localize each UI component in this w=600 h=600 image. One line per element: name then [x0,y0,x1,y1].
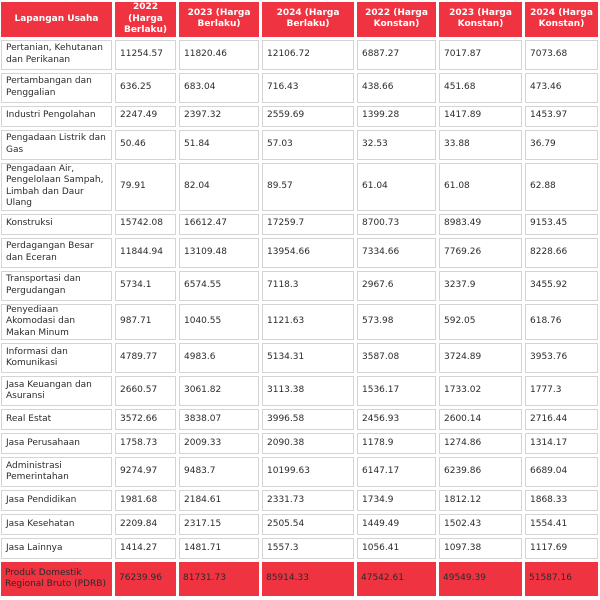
table-row [1,304,598,341]
table-row [1,343,598,373]
sector-cell: Jasa Perusahaan [1,433,112,454]
sector-cell: Penyediaan Akomodasi dan Makan Minum [1,304,112,341]
value-cell: 2967.6 [357,271,436,301]
value-cell: 32.53 [357,130,436,160]
value-cell: 13109.48 [179,238,259,268]
value-cell: 2600.14 [439,409,522,430]
sector-cell: Administrasi Pemerintahan [1,457,112,487]
value-cell: 11844.94 [115,238,176,268]
sector-cell: Jasa Pendidikan [1,490,112,511]
value-cell: 79.91 [115,163,176,211]
table-row [1,130,598,160]
value-cell: 1557.3 [262,538,354,559]
sector-cell: Konstruksi [1,214,112,235]
value-cell: 1812.12 [439,490,522,511]
value-cell: 3455.92 [525,271,598,301]
value-cell: 3061.82 [179,376,259,406]
value-cell: 1414.27 [115,538,176,559]
sector-cell: Transportasi dan Pergudangan [1,271,112,301]
value-cell: 618.76 [525,304,598,341]
sector-cell: Pertambangan dan Penggalian [1,73,112,103]
value-cell: 3953.76 [525,343,598,373]
value-cell: 1734.9 [357,490,436,511]
value-cell: 3724.89 [439,343,522,373]
value-cell: 6887.27 [357,40,436,70]
value-cell: 15742.08 [115,214,176,235]
column-header-6: 2024 (Harga Konstan) [525,2,598,37]
sector-cell: Pengadaan Listrik dan Gas [1,130,112,160]
value-cell: 1868.33 [525,490,598,511]
value-cell: 1040.55 [179,304,259,341]
value-cell: 6574.55 [179,271,259,301]
table-row [1,40,598,70]
value-cell: 3996.58 [262,409,354,430]
column-header-sector: Lapangan Usaha [1,2,112,37]
value-cell: 473.46 [525,73,598,103]
value-cell: 6147.17 [357,457,436,487]
value-cell: 1121.63 [262,304,354,341]
value-cell: 17259.7 [262,214,354,235]
value-cell: 36.79 [525,130,598,160]
value-cell: 1056.41 [357,538,436,559]
value-cell: 3237.9 [439,271,522,301]
total-label-cell: Produk Domestik Regional Bruto (PDRB) [1,562,112,596]
value-cell: 2505.54 [262,514,354,535]
table-row [1,538,598,559]
value-cell: 2660.57 [115,376,176,406]
value-cell: 2184.61 [179,490,259,511]
column-header-1: 2022 (Harga Berlaku) [115,2,176,37]
sector-cell: Pengadaan Air, Pengelolaan Sampah, Limbah dan Daur Ulang [1,163,112,211]
value-cell: 57.03 [262,130,354,160]
value-cell: 1554.41 [525,514,598,535]
header-row [1,2,598,37]
value-cell: 61.08 [439,163,522,211]
sector-cell: Real Estat [1,409,112,430]
sector-cell: Industri Pengolahan [1,106,112,127]
value-cell: 3572.66 [115,409,176,430]
value-cell: 683.04 [179,73,259,103]
value-cell: 2090.38 [262,433,354,454]
value-cell: 592.05 [439,304,522,341]
value-cell: 4983.6 [179,343,259,373]
table-row [1,490,598,511]
value-cell: 82.04 [179,163,259,211]
sector-cell: Pertanian, Kehutanan dan Perikanan [1,40,112,70]
total-value-cell: 85914.33 [262,562,354,596]
value-cell: 2456.93 [357,409,436,430]
value-cell: 1758.73 [115,433,176,454]
sector-cell: Jasa Lainnya [1,538,112,559]
value-cell: 10199.63 [262,457,354,487]
value-cell: 5134.31 [262,343,354,373]
value-cell: 1481.71 [179,538,259,559]
table-row [1,163,598,211]
value-cell: 2331.73 [262,490,354,511]
value-cell: 1502.43 [439,514,522,535]
value-cell: 2559.69 [262,106,354,127]
value-cell: 573.98 [357,304,436,341]
table-row [1,409,598,430]
table-row [1,238,598,268]
value-cell: 9274.97 [115,457,176,487]
value-cell: 451.68 [439,73,522,103]
table-header [1,2,598,37]
value-cell: 11820.46 [179,40,259,70]
value-cell: 1733.02 [439,376,522,406]
sector-cell: Perdagangan Besar dan Eceran [1,238,112,268]
sector-cell: Jasa Keuangan dan Asuransi [1,376,112,406]
value-cell: 16612.47 [179,214,259,235]
total-value-cell: 49549.39 [439,562,522,596]
value-cell: 2209.84 [115,514,176,535]
column-header-2: 2023 (Harga Berlaku) [179,2,259,37]
value-cell: 62.88 [525,163,598,211]
value-cell: 7118.3 [262,271,354,301]
value-cell: 1453.97 [525,106,598,127]
value-cell: 1097.38 [439,538,522,559]
table-row [1,376,598,406]
value-cell: 2716.44 [525,409,598,430]
value-cell: 636.25 [115,73,176,103]
value-cell: 1417.89 [439,106,522,127]
value-cell: 3113.38 [262,376,354,406]
table-row [1,433,598,454]
value-cell: 7017.87 [439,40,522,70]
value-cell: 8228.66 [525,238,598,268]
sector-cell: Jasa Kesehatan [1,514,112,535]
column-header-4: 2022 (Harga Konstan) [357,2,436,37]
value-cell: 1399.28 [357,106,436,127]
value-cell: 1117.69 [525,538,598,559]
sector-cell: Informasi dan Komunikasi [1,343,112,373]
table-row [1,271,598,301]
value-cell: 61.04 [357,163,436,211]
value-cell: 1777.3 [525,376,598,406]
value-cell: 1274.86 [439,433,522,454]
total-value-cell: 47542.61 [357,562,436,596]
value-cell: 987.71 [115,304,176,341]
value-cell: 2317.15 [179,514,259,535]
value-cell: 50.46 [115,130,176,160]
value-cell: 6239.86 [439,457,522,487]
value-cell: 3838.07 [179,409,259,430]
value-cell: 89.57 [262,163,354,211]
value-cell: 51.84 [179,130,259,160]
value-cell: 1449.49 [357,514,436,535]
table-body [1,40,598,597]
value-cell: 7769.26 [439,238,522,268]
value-cell: 7073.68 [525,40,598,70]
value-cell: 438.66 [357,73,436,103]
value-cell: 2009.33 [179,433,259,454]
value-cell: 13954.66 [262,238,354,268]
value-cell: 2397.32 [179,106,259,127]
total-value-cell: 76239.96 [115,562,176,596]
total-value-cell: 81731.73 [179,562,259,596]
value-cell: 5734.1 [115,271,176,301]
value-cell: 3587.08 [357,343,436,373]
value-cell: 716.43 [262,73,354,103]
value-cell: 2247.49 [115,106,176,127]
value-cell: 9153.45 [525,214,598,235]
value-cell: 1536.17 [357,376,436,406]
value-cell: 1178.9 [357,433,436,454]
value-cell: 9483.7 [179,457,259,487]
value-cell: 8700.73 [357,214,436,235]
table-row [1,106,598,127]
value-cell: 4789.77 [115,343,176,373]
table-row [1,214,598,235]
total-row [1,562,598,596]
table-row [1,457,598,487]
value-cell: 1981.68 [115,490,176,511]
column-header-5: 2023 (Harga Konstan) [439,2,522,37]
value-cell: 11254.57 [115,40,176,70]
table-row [1,514,598,535]
value-cell: 6689.04 [525,457,598,487]
total-value-cell: 51587.16 [525,562,598,596]
value-cell: 12106.72 [262,40,354,70]
table-row [1,73,598,103]
value-cell: 33.88 [439,130,522,160]
value-cell: 7334.66 [357,238,436,268]
column-header-3: 2024 (Harga Berlaku) [262,2,354,37]
value-cell: 8983.49 [439,214,522,235]
value-cell: 1314.17 [525,433,598,454]
